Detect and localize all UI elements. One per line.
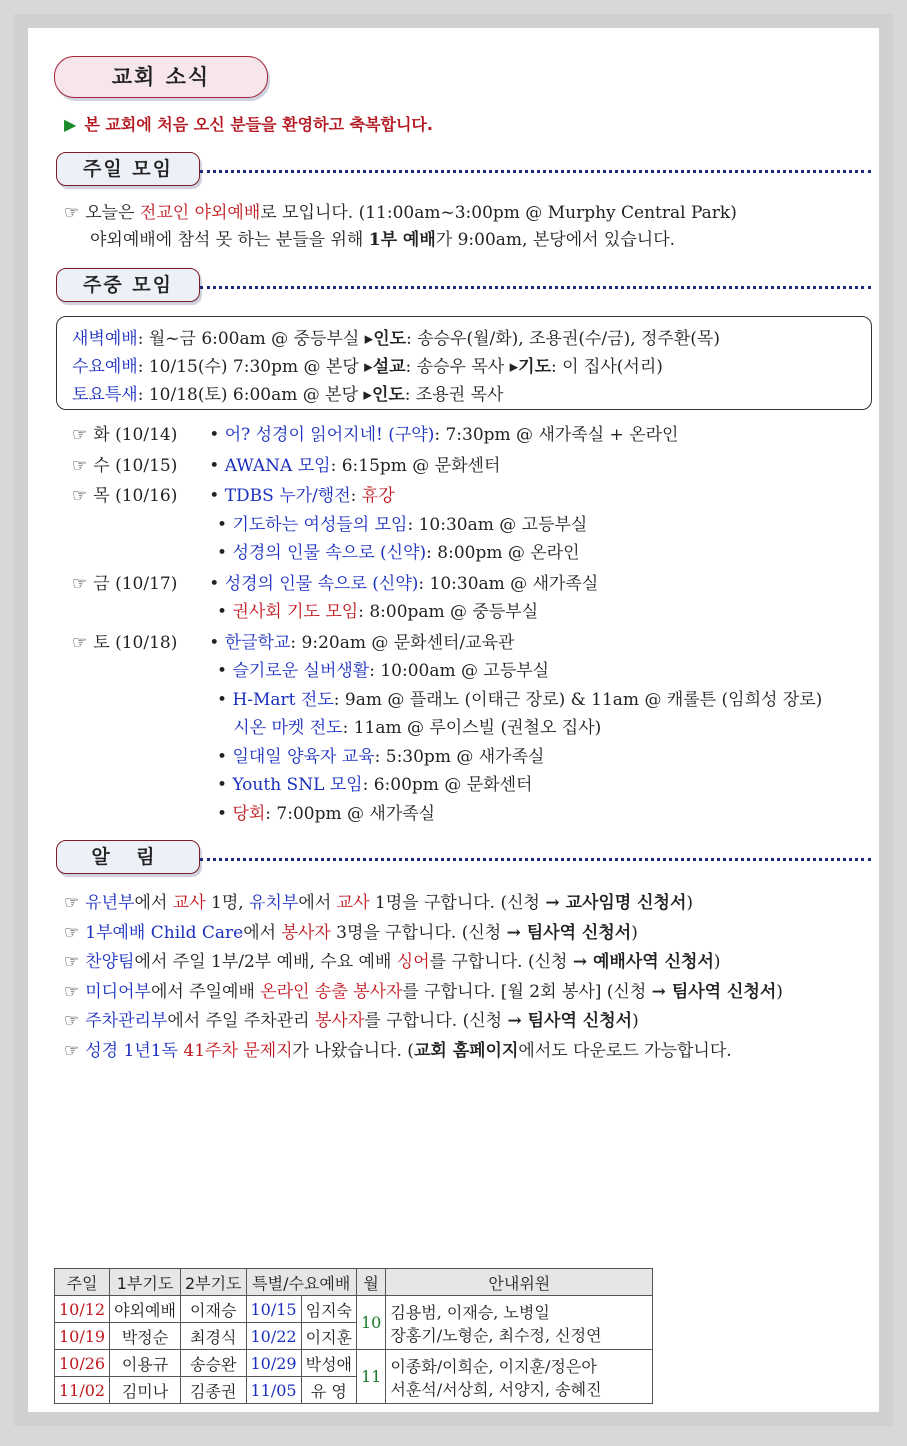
role-label: ▸인도 (364, 329, 407, 349)
pointing-hand-icon: ☞ (72, 573, 88, 594)
notice-text: 를 구합니다. [월 2회 봉사] (신청 (402, 981, 652, 1002)
notice-text: 에서도 다운로드 가능합니다. (518, 1040, 732, 1061)
notice-text: ) (632, 1011, 639, 1031)
weekday-event (72, 597, 538, 622)
notice-text: 1명 (205, 893, 239, 913)
table-cell: 송승완 (180, 1350, 246, 1377)
text: 오늘은 (85, 203, 140, 223)
table-cell: 10/22 (246, 1323, 301, 1350)
notice-text: 3명 (330, 922, 364, 943)
notice-text: 을 구합니다. (신청 (402, 893, 546, 913)
event-name: 권사회 기도 모임 (232, 602, 359, 622)
bullet: • (209, 425, 225, 445)
table-cell: 10/19 (55, 1323, 110, 1350)
bullet: • (217, 514, 233, 535)
notice-text: 을 구합니다. (신청 (363, 922, 507, 943)
first-service: 1부 예배 (368, 230, 436, 250)
welcome-text: 본 교회에 처음 오신 분들을 환영하고 축복합니다. (84, 115, 433, 134)
month-cell: 11 (356, 1350, 385, 1404)
day-label: 수 (10/15) (93, 455, 178, 476)
notice-text: 가 나왔습니다. ( (292, 1040, 414, 1061)
table-cell: 이지훈 (301, 1323, 356, 1350)
event-detail: : 7:30pm @ 새가족실 + 온라인 (434, 425, 679, 445)
divider (200, 286, 871, 289)
notice-text: 에서 주일예배 (150, 981, 261, 1002)
event-detail: : 9:20am @ 문화센터/교육관 (290, 632, 515, 653)
table-cell: 유 영 (301, 1377, 356, 1404)
table-cell: 최경식 (180, 1323, 246, 1350)
event-name: 기도하는 여성들의 모임 (232, 514, 408, 535)
notice-text: 교사 (172, 893, 206, 913)
welcome-line (64, 112, 433, 135)
role-label: ▸인도 (363, 385, 405, 405)
notice-text: ) (713, 952, 721, 972)
worship-name: 새벽예배 (72, 329, 138, 349)
schedule-table (54, 1268, 653, 1404)
table-cell: 10/12 (55, 1296, 110, 1323)
divider (200, 858, 871, 861)
column-header: 월 (356, 1269, 385, 1296)
event-detail: : 7:00pm @ 새가족실 (265, 803, 436, 824)
notice-text: 교회 홈페이지 (413, 1040, 519, 1061)
pointing-hand-icon: ☞ (64, 203, 80, 223)
notice-text: , (238, 893, 250, 913)
notice-text: 성경 1년1독 (85, 1040, 184, 1061)
notice-text: 를 구합니다. (신청 (364, 1011, 508, 1031)
table-cell: 10/26 (55, 1350, 110, 1377)
event-detail: : 9am @ 플래노 (이태근 장로) & 11am @ 캐롤튼 (임희성 장로) (333, 689, 823, 710)
weekday-event (72, 742, 544, 767)
notice-text: 미디어부 (85, 981, 151, 1002)
weekday-event (72, 420, 678, 445)
event-name: 슬기로운 실버생활 (232, 661, 370, 681)
pointing-hand-icon: ☞ (64, 893, 80, 913)
text: 야외예배에 참석 못 하는 분들을 위해 (90, 230, 369, 250)
pointing-hand-icon: ☞ (72, 632, 88, 653)
month-cell: 10 (356, 1296, 385, 1350)
notice-text: ) (631, 922, 638, 943)
column-header: 2부기도 (180, 1269, 246, 1296)
notice-text: 봉사자 (281, 922, 331, 943)
table-cell: 임지숙 (301, 1296, 356, 1323)
notice-text: → 예배사역 신청서 (572, 952, 714, 972)
pointing-hand-icon: ☞ (72, 455, 88, 476)
bullet: • (217, 689, 233, 710)
notice-text: → 팀사역 신청서 (507, 1011, 633, 1031)
weekday-event (72, 628, 514, 653)
table-row (55, 1350, 653, 1377)
notice-line (64, 888, 693, 913)
event-name: 시온 마켓 전도 (233, 718, 343, 738)
weekday-event (72, 799, 435, 824)
event-detail: : 10:30am @ 새가족실 (418, 573, 599, 594)
notice-text: ) (776, 981, 783, 1002)
event-detail: : 6:00pm @ 문화센터 (362, 775, 533, 795)
column-header: 안내위원 (386, 1269, 653, 1296)
worship-line (72, 380, 503, 405)
text: 가 9:00am, 본당에서 있습니다. (435, 230, 676, 250)
notice-text: 온라인 송출 봉사자 (260, 981, 403, 1002)
role-text: : 송승우 목사 (405, 357, 510, 377)
event-detail: : 6:15pm @ 문화센터 (330, 455, 501, 476)
ushers-line: 이종화/이희순, 이지훈/정은아 (390, 1356, 597, 1376)
notice-line (64, 1036, 732, 1061)
weekday-event (72, 538, 580, 563)
notice-text: 봉사자 (314, 1011, 365, 1031)
column-header: 특별/수요예배 (246, 1269, 356, 1296)
table-cell: 10/15 (246, 1296, 301, 1323)
event-name: 한글학교 (224, 632, 291, 653)
weekday-section-title: 주중 모임 (56, 268, 200, 302)
event-detail: : 5:30pm @ 새가족실 (374, 746, 545, 767)
event-detail: : 8:00pm @ 온라인 (426, 543, 580, 563)
bullet (217, 718, 233, 738)
day-label: 화 (10/14) (93, 425, 178, 445)
worship-name: 수요예배 (72, 357, 138, 377)
table-cell: 이용규 (110, 1350, 181, 1377)
notice-text: 에서 (298, 893, 337, 913)
notice-text: → 팀사역 신청서 (651, 981, 777, 1002)
event-name: 성경의 인물 속으로 (신약) (232, 543, 427, 563)
notice-line (64, 947, 721, 972)
event-name: AWANA 모임 (224, 455, 331, 476)
pointing-hand-icon: ☞ (64, 952, 80, 972)
table-cell: 김미나 (110, 1377, 181, 1404)
role-text: : 이 집사(서리) (551, 357, 663, 377)
notice-text: 를 구합니다. (신청 (429, 952, 573, 972)
notice-text: → 팀사역 신청서 (506, 922, 632, 943)
table-cell: 11/05 (246, 1377, 301, 1404)
notice-text: → 교사임명 신청서 (545, 893, 687, 913)
column-header: 주일 (55, 1269, 110, 1296)
bulletin-page (28, 28, 879, 1412)
weekday-event (72, 481, 395, 506)
weekday-event (72, 510, 587, 535)
notice-text: 에서 (134, 893, 173, 913)
sunday-line-2 (90, 225, 675, 250)
worship-time: : 월~금 6:00am @ 중등부실 (137, 329, 365, 349)
ushers-cell (386, 1350, 653, 1404)
event-name: H-Mart 전도 (232, 689, 334, 710)
column-header: 1부기도 (110, 1269, 181, 1296)
weekday-event (72, 713, 601, 738)
table-cell: 박성애 (301, 1350, 356, 1377)
notice-text: 주차관리부 (85, 1011, 168, 1031)
notice-text: 1명 (369, 893, 403, 913)
text: 로 모입니다. (11:00am~3:00pm @ Murphy Central Park) (260, 203, 737, 223)
bullet: • (217, 543, 233, 563)
notice-text: 에서 주일 1부/2부 예배, 수요 예배 (134, 952, 397, 972)
bullet: • (217, 746, 233, 767)
weekday-event (72, 569, 598, 594)
bullet: • (209, 632, 225, 653)
outdoor-worship: 전교인 야외예배 (139, 203, 261, 223)
table-cell: 박정순 (110, 1323, 181, 1350)
ushers-line: 장홍기/노형순, 최수정, 신정연 (390, 1325, 602, 1345)
notice-text: ) (686, 893, 694, 913)
pointing-hand-icon: ☞ (64, 1011, 80, 1031)
bullet: • (209, 486, 225, 506)
weekday-event (72, 685, 822, 710)
notice-text: 싱어 (396, 952, 430, 972)
notice-text: 에서 주일 주차관리 (167, 1011, 315, 1031)
notice-text: 1부예배 Child Care (85, 922, 244, 943)
event-name: Youth SNL 모임 (232, 775, 363, 795)
role-label: ▸설교 (364, 357, 406, 377)
triangle-icon: ▶ (64, 115, 77, 134)
event-detail: : (350, 486, 362, 506)
worship-time: : 10/15(수) 7:30pm @ 본당 (137, 357, 365, 377)
notice-text: 교사 (336, 893, 370, 913)
notice-line (64, 977, 783, 1002)
table-cell: 이재승 (180, 1296, 246, 1323)
table-cell: 10/29 (246, 1350, 301, 1377)
ushers-cell (386, 1296, 653, 1350)
event-name: 성경의 인물 속으로 (신약) (224, 573, 419, 594)
day-label: 목 (10/16) (93, 486, 178, 506)
table-cell: 11/02 (55, 1377, 110, 1404)
event-name: 어? 성경이 읽어지네! (구약) (224, 425, 435, 445)
event-detail: : 10:00am @ 고등부실 (369, 661, 550, 681)
notice-line (64, 1006, 639, 1031)
event-name: 일대일 양육자 교육 (232, 746, 375, 767)
weekday-event (72, 451, 500, 476)
table-cell: 야외예배 (110, 1296, 181, 1323)
bullet: • (217, 661, 233, 681)
bullet: • (217, 602, 233, 622)
sunday-section-title: 주일 모임 (56, 152, 200, 186)
ushers-line: 서훈석/서상희, 서양지, 송혜진 (390, 1379, 602, 1399)
notice-line (64, 918, 638, 943)
role-text: : 조용권 목사 (404, 385, 504, 405)
page-frame (14, 14, 893, 1426)
notice-text: 에서 (243, 922, 282, 943)
day-label: 토 (10/18) (93, 632, 178, 653)
worship-line (72, 324, 720, 349)
pointing-hand-icon: ☞ (72, 486, 88, 506)
role-text: : 송승우(월/화), 조용권(수/금), 정주환(목) (406, 329, 720, 349)
event-note: 휴강 (361, 486, 395, 506)
pointing-hand-icon: ☞ (64, 922, 80, 943)
event-name: 당회 (232, 803, 266, 824)
weekday-event (72, 656, 549, 681)
pointing-hand-icon: ☞ (64, 981, 80, 1002)
table-row (55, 1296, 653, 1323)
notice-text: 유치부 (249, 893, 299, 913)
notice-section-title: 알 림 (56, 840, 200, 874)
worship-time: : 10/18(토) 6:00am @ 본당 (137, 385, 364, 405)
pointing-hand-icon: ☞ (64, 1040, 80, 1061)
event-detail: : 11am @ 루이스빌 (권철오 집사) (342, 718, 602, 738)
worship-line (72, 352, 663, 377)
news-title: 교회 소식 (54, 56, 268, 98)
bullet: • (217, 775, 233, 795)
notice-text: 찬양팀 (85, 952, 135, 972)
notice-text: 41주차 문제지 (183, 1040, 293, 1061)
role-label: ▸기도 (509, 357, 551, 377)
day-label: 금 (10/17) (93, 573, 178, 594)
bullet: • (209, 573, 225, 594)
bullet: • (217, 803, 233, 824)
worship-name: 토요특새 (72, 385, 138, 405)
bullet: • (209, 455, 225, 476)
sunday-line-1 (64, 198, 737, 223)
table-cell: 김종권 (180, 1377, 246, 1404)
event-name: TDBS 누가/행전 (224, 486, 351, 506)
event-detail: : 10:30am @ 고등부실 (407, 514, 588, 535)
ushers-line: 김용범, 이재승, 노병일 (390, 1302, 550, 1322)
divider (200, 170, 871, 173)
weekday-event (72, 770, 532, 795)
notice-text: 유년부 (85, 893, 135, 913)
event-detail: : 8:00pam @ 중등부실 (358, 602, 539, 622)
pointing-hand-icon: ☞ (72, 425, 88, 445)
